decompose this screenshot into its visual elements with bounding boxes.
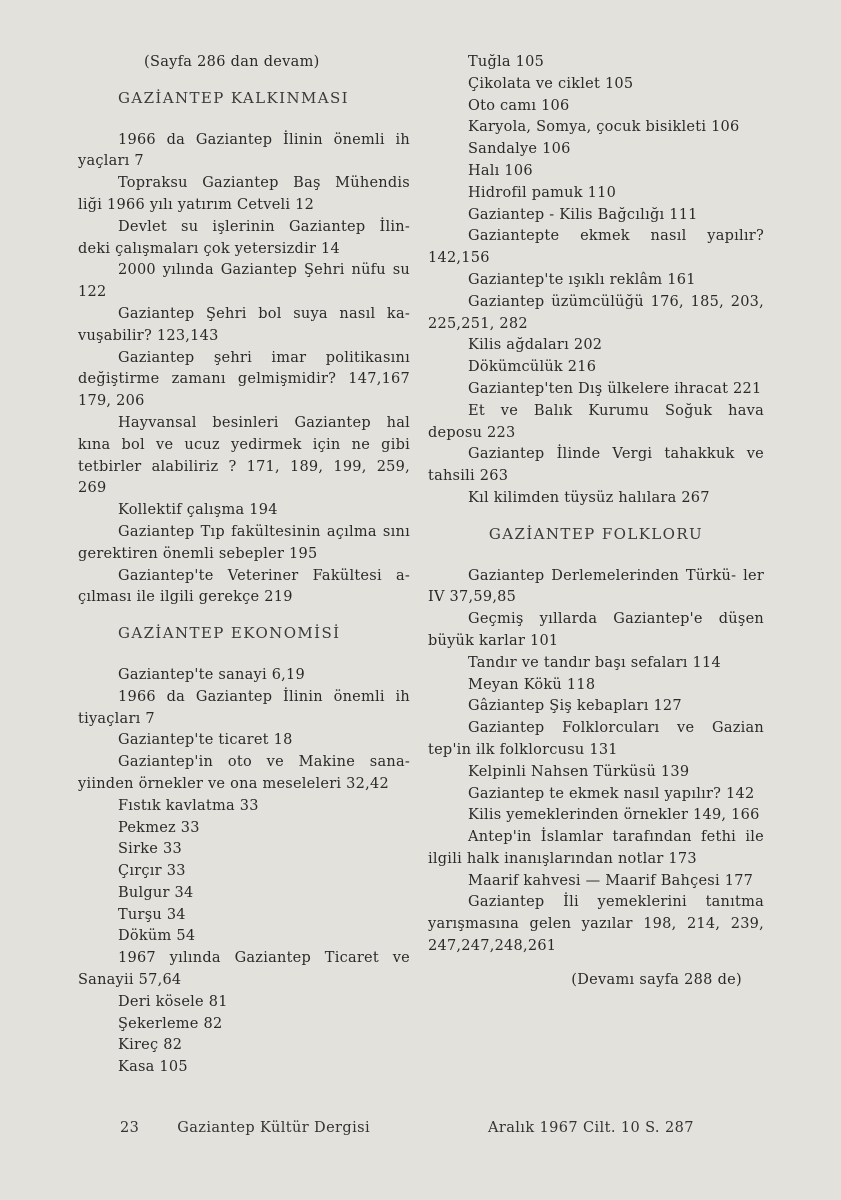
section-heading: GAZİANTEP KALKINMASI: [118, 88, 349, 107]
index-entry: Meyan Kökü 118: [468, 676, 596, 693]
index-entry: Oto camı 106: [468, 97, 570, 114]
index-entry: Gaziantep İlinde Vergi tahakkuk ve tahsili 263: [428, 446, 764, 485]
index-entry: Kelpinli Nahsen Türküsü 139: [468, 763, 690, 780]
index-entry: Kasa 105: [118, 1059, 188, 1076]
index-entry: Döküm 54: [118, 928, 196, 945]
index-entry: Şekerleme 82: [118, 1015, 223, 1032]
index-entry: Karyola, Somya, çocuk bisikleti 106: [468, 119, 740, 136]
section-ekonomi-continued: [428, 52, 764, 510]
index-entry: Gaziantep Şehri bol suya nasıl ka- vuşabilir? 123,143: [78, 305, 410, 344]
index-entry: Et ve Balık Kurumu Soğuk hava deposu 223: [428, 402, 764, 441]
index-entry: Halı 106: [468, 162, 533, 179]
index-entry: Kıl kilimden tüysüz halılara 267: [468, 489, 710, 506]
index-entry: Bulgur 34: [118, 884, 194, 901]
index-entry: Gaziantep İli yemeklerini tanıtma yarışmasına gelen yazılar 198, 214, 239, 247,247,248,261: [428, 894, 764, 955]
index-entry: Gaziantep Derlemelerinden Türkü- ler IV 37,59,85: [428, 567, 764, 606]
entry-list: [78, 130, 410, 610]
section-folklor: [428, 524, 764, 958]
section-heading: GAZİANTEP FOLKLORU: [488, 524, 704, 543]
index-entry: Gaziantep - Kilis Bağcılığı 111: [468, 206, 698, 223]
right-column: [428, 52, 764, 992]
index-entry: Fıstık kavlatma 33: [118, 797, 259, 814]
index-entry: Antep'in İslamlar tarafından fethi ile ilgili halk inanışlarından notlar 173: [428, 829, 764, 867]
index-entry: Çikolata ve ciklet 105: [468, 75, 634, 92]
index-entry: Gaziantepte ekmek nasıl yapılır? 142,156: [428, 228, 764, 267]
journal-title: Gaziantep Kültür Dergisi: [177, 1120, 370, 1136]
index-entry: Gaziantep'te Veteriner Fakültesi a- çılması ile ilgili gerekçe 219: [78, 567, 410, 606]
index-entry: Gaziantep'te ticaret 18: [118, 732, 293, 749]
index-entry: Kilis ağdaları 202: [468, 337, 603, 354]
index-entry: Kireç 82: [118, 1037, 183, 1054]
entry-list: [428, 52, 764, 510]
index-entry: Turşu 34: [118, 906, 186, 923]
index-entry: 1967 yılında Gaziantep Ticaret ve Sanayii 57,64: [78, 950, 410, 989]
index-entry: Gaziantep Folklorcuları ve Gazian tep'in ilk folklorcusu 131: [428, 720, 764, 758]
page-number: 23: [120, 1120, 140, 1136]
index-entry: Gâziantep Şiş kebapları 127: [468, 698, 682, 715]
index-entry: Gaziantep üzümcülüğü 176, 185, 203, 225,251, 282: [428, 293, 764, 332]
index-entry: Maarif kahvesi — Maarif Bahçesi 177: [468, 872, 754, 889]
index-entry: Çırçır 33: [118, 863, 186, 880]
index-entry: Sirke 33: [118, 841, 182, 858]
index-entry: 1966 da Gaziantep İlinin önemli ih tiyaçları 7: [78, 688, 410, 727]
index-entry: Geçmiş yıllarda Gaziantep'e düşen büyük karlar 101: [428, 611, 764, 649]
index-entry: Deri kösele 81: [118, 993, 228, 1010]
index-entry: Gaziantep şehri imar politikasını değiştirme zamanı gelmişmidir? 147,167 179, 206: [78, 349, 410, 410]
index-entry: Gaziantep te ekmek nasıl yapılır? 142: [468, 785, 755, 802]
index-entry: Tandır ve tandır başı sefaları 114: [468, 654, 721, 671]
index-entry: Kollektif çalışma 194: [118, 502, 278, 519]
index-entry: Gaziantep Tıp fakültesinin açılma sını gerektiren önemli sebepler 195: [78, 523, 410, 562]
index-entry: Pekmez 33: [118, 819, 200, 836]
section-ekonomi: [78, 623, 410, 1079]
index-entry: Topraksu Gaziantep Baş Mühendis liği 1966 yılı yatırım Cetveli 12: [78, 175, 410, 213]
footer-left: [120, 1120, 420, 1136]
index-entry: Hidrofil pamuk 110: [468, 184, 617, 201]
continuation-note-bottom: (Devamı sayfa 288 de): [571, 971, 742, 988]
index-entry: Sandalye 106: [468, 141, 571, 158]
left-column: [78, 52, 410, 1079]
footer-issue: Aralık 1967 Cilt. 10 S. 287: [488, 1120, 694, 1136]
index-entry: Gaziantep'te ışıklı reklâm 161: [468, 271, 696, 288]
index-entry: Devlet su işlerinin Gaziantep İlin- deki çalışmaları çok yetersizdir 14: [78, 218, 410, 257]
index-entry: Gaziantep'te sanayi 6,19: [118, 666, 305, 683]
entry-list: [428, 566, 764, 958]
index-entry: 2000 yılında Gaziantep Şehri nüfu su 122: [78, 262, 410, 301]
index-entry: Dökümcülük 216: [468, 359, 597, 376]
index-entry: Hayvansal besinleri Gaziantep hal kına bol ve ucuz yedirmek için ne gibi tetbirler alabiliriz ? 171, 189, 199, 259, 269: [78, 414, 410, 497]
section-heading: GAZİANTEP EKONOMİSİ: [118, 624, 341, 643]
section-kalkinma: [78, 88, 410, 609]
index-entry: Gaziantep'in oto ve Makine sana- yiinden örnekler ve ona meseleleri 32,42: [78, 754, 410, 792]
index-entry: Tuğla 105: [468, 54, 545, 70]
continuation-note-top: (Sayfa 286 dan devam): [144, 54, 320, 70]
index-entry: Gaziantep'ten Dış ülkelere ihracat 221: [468, 380, 762, 397]
index-entry: Kilis yemeklerinden örnekler 149, 166: [468, 807, 760, 824]
entry-list: [78, 665, 410, 1079]
index-entry: 1966 da Gaziantep İlinin önemli ih yaçları 7: [78, 131, 410, 170]
